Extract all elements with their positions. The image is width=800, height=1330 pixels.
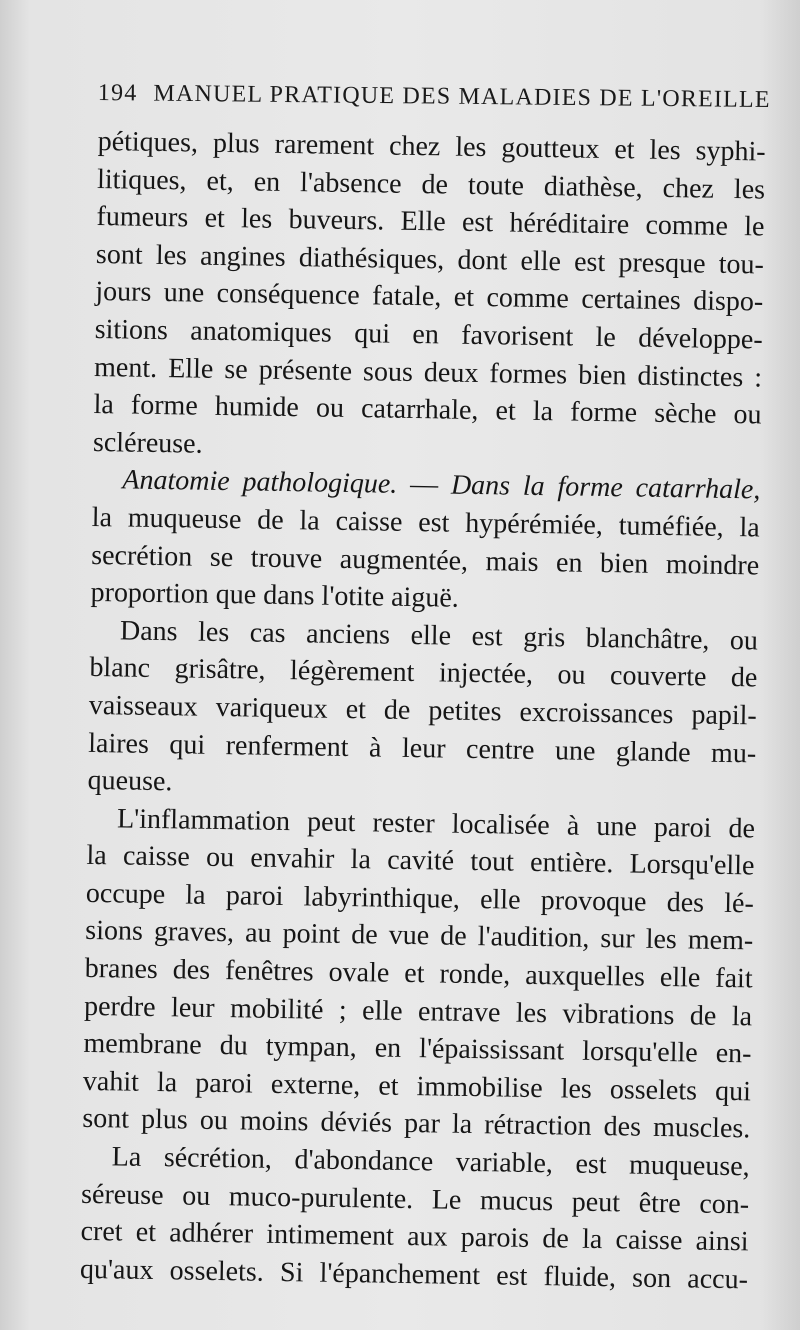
text-line: qu'aux osselets. Si l'épanchement est fluide, son accu- (79, 1253, 749, 1296)
em-dash: — (397, 469, 452, 501)
text-line: sont les angines diathésiques, dont elle est presque tou- (95, 238, 765, 281)
text-line: Dans les cas anciens elle est gris blanchâtre, ou (119, 615, 759, 657)
text-line: scléreuse. (92, 426, 203, 460)
text-line: secrétion se trouve augmentée, mais en bien moindre (90, 539, 760, 581)
text-line: pétiques, plus rarement chez les goutteux et les syphi- (97, 125, 766, 168)
text-line: laires qui renferment à leur centre une glande mu- (88, 727, 757, 769)
text-line: membrane du tympan, en l'épaississant lorsqu'elle en- (83, 1028, 752, 1070)
text-line: sont plus ou moins déviés par la rétraction des muscles. (82, 1103, 751, 1145)
text-line: sions graves, au point de vue de l'audition, sur les mem- (85, 915, 754, 957)
text-line: ment. Elle se présente sous deux formes bien distinctes : (93, 351, 763, 394)
text-line: la forme humide ou catarrhale, et la forme sèche ou (93, 389, 762, 431)
text-line: séreuse ou muco-purulente. Le mucus peut être con- (80, 1178, 750, 1220)
italic-phrase: Dans la forme catarrhale, (450, 469, 761, 506)
text-line: proportion que dans l'otite aiguë. (90, 577, 460, 614)
text-line: vaisseaux variqueux et de petites excroissances papil- (88, 689, 758, 732)
running-header (97, 80, 771, 114)
text-line: L'inflammation peut rester localisée à une paroi de (116, 803, 756, 845)
text-line: La sécrétion, d'abondance variable, est muqueuse, (111, 1141, 750, 1183)
text-line: vahit la paroi externe, et immobilise les osselets qui (82, 1065, 752, 1108)
page-number: 194 (97, 80, 138, 107)
text-line: branes des fenêtres ovale et ronde, auxquelles elle fait (84, 952, 753, 995)
text-line: sitions anatomiques qui en favorisent le développe- (94, 313, 763, 356)
text-line: la caisse ou envahir la cavité tout entière. Lorsqu'elle (86, 840, 755, 882)
text-line: jours une conséquence fatale, et comme certaines dispo- (95, 276, 764, 318)
text-line: queuse. (87, 765, 173, 798)
text-line: perdre leur mobilité ; elle entrave les vibrations de la (83, 990, 753, 1033)
text-line: la muqueuse de la caisse est hypérémiée, tuméfiée, la (91, 501, 760, 544)
text-line: blanc grisâtre, légèrement injectée, ou couverte de (89, 652, 758, 694)
text-line: occupe la paroi labyrinthique, elle provoque des lé- (85, 877, 755, 920)
section-heading: Anatomie pathologique. (122, 464, 398, 501)
text-line: cret et adhérer intimement aux parois de la caisse ainsi (80, 1216, 749, 1258)
text-line: litiques, et, en l'absence de toute diathèse, chez les (96, 163, 766, 206)
text-line: fumeurs et les buveurs. Elle est héréditaire comme le (96, 201, 765, 243)
body-text (80, 123, 766, 1299)
running-title: MANUEL PRATIQUE DES MALADIES DE L'OREILLE (153, 80, 771, 114)
